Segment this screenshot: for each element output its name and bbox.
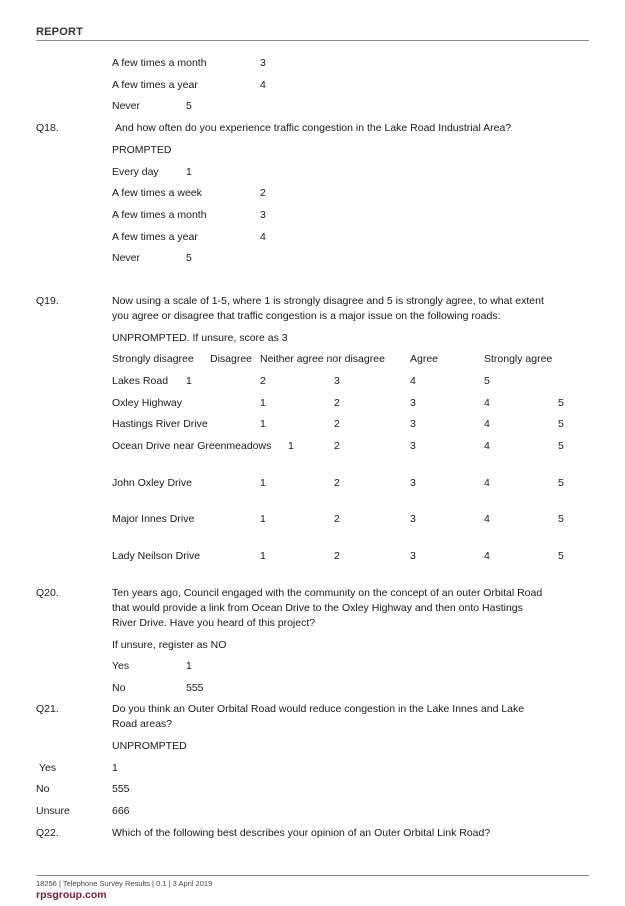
rating-code: 5 xyxy=(558,440,564,452)
rating-code: 2 xyxy=(334,550,340,562)
report-header: REPORT xyxy=(36,26,84,38)
rating-code: 3 xyxy=(410,513,416,525)
q21-question-text-line2: Road areas? xyxy=(112,718,173,730)
rating-code: 4 xyxy=(484,513,490,525)
q18-option-code: 2 xyxy=(260,187,266,199)
header-divider xyxy=(36,40,589,41)
rating-code: 5 xyxy=(558,418,564,430)
q20-option-code: 555 xyxy=(186,682,204,694)
q21-option-code: 666 xyxy=(112,805,130,817)
footer-divider xyxy=(36,875,589,876)
road-name: Lady Neilson Drive xyxy=(112,550,201,562)
rating-code: 3 xyxy=(410,550,416,562)
rating-code: 1 xyxy=(260,550,266,562)
scale-header-disagree: Disagree xyxy=(210,353,253,365)
rating-code: 5 xyxy=(484,375,490,387)
q17-option-code: 4 xyxy=(260,79,266,91)
rating-code: 2 xyxy=(334,397,340,409)
rating-code: 3 xyxy=(334,375,340,387)
rating-code: 3 xyxy=(410,440,416,452)
rating-code: 4 xyxy=(484,440,490,452)
rating-code: 2 xyxy=(334,513,340,525)
q21-question-text-line1: Do you think an Outer Orbital Road would reduce congestion in the Lake Innes and Lake xyxy=(112,703,525,715)
rating-code: 1 xyxy=(288,440,294,452)
q22-question-text: Which of the following best describes your opinion of an Outer Orbital Link Road? xyxy=(112,827,491,839)
rating-code: 3 xyxy=(410,397,416,409)
rating-code: 4 xyxy=(484,418,490,430)
scale-header-agree: Agree xyxy=(410,353,439,365)
q18-instruction: PROMPTED xyxy=(112,144,172,156)
q18-option-code: 4 xyxy=(260,231,266,243)
q17-option-label: A few times a year xyxy=(112,79,198,91)
q18-option-code: 5 xyxy=(186,252,192,264)
q19-instruction: UNPROMPTED. If unsure, score as 3 xyxy=(112,332,288,344)
road-name: John Oxley Drive xyxy=(112,477,192,489)
q17-option-code: 5 xyxy=(186,100,192,112)
road-name: Major Innes Drive xyxy=(112,513,195,525)
q17-option-code: 3 xyxy=(260,57,266,69)
rating-code: 1 xyxy=(260,513,266,525)
scale-header-neutral: Neither agree nor disagree xyxy=(260,353,385,365)
q18-option-code: 3 xyxy=(260,209,266,221)
road-name: Oxley Highway xyxy=(112,397,183,409)
q18-option-label: A few times a month xyxy=(112,209,207,221)
q18-option-label: Never xyxy=(112,252,141,264)
q20-number: Q20. xyxy=(36,587,59,599)
q20-option-label: No xyxy=(112,682,126,694)
road-name: Ocean Drive near Greenmeadows xyxy=(112,440,272,452)
q19-number: Q19. xyxy=(36,295,59,307)
rating-code: 3 xyxy=(410,418,416,430)
footer-website-link[interactable]: rpsgroup.com xyxy=(36,889,107,901)
rating-code: 1 xyxy=(260,397,266,409)
rating-code: 5 xyxy=(558,550,564,562)
scale-header-strongly-agree: Strongly agree xyxy=(484,353,553,365)
q20-question-text-line1: Ten years ago, Council engaged with the community on the concept of an outer Orbital Road xyxy=(112,587,543,599)
q18-number: Q18. xyxy=(36,122,59,134)
q20-instruction: If unsure, register as NO xyxy=(112,639,227,651)
q18-option-label: A few times a week xyxy=(112,187,202,199)
rating-code: 4 xyxy=(484,477,490,489)
rating-code: 1 xyxy=(260,477,266,489)
q21-number: Q21. xyxy=(36,703,59,715)
q21-option-code: 555 xyxy=(112,783,130,795)
rating-code: 5 xyxy=(558,397,564,409)
rating-code: 2 xyxy=(260,375,266,387)
road-name: Lakes Road xyxy=(112,375,169,387)
road-name: Hastings River Drive xyxy=(112,418,208,430)
q21-option-code: 1 xyxy=(112,762,118,774)
scale-header-strongly-disagree: Strongly disagree xyxy=(112,353,194,365)
q21-option-label: No xyxy=(36,783,50,795)
rating-code: 2 xyxy=(334,440,340,452)
q21-option-label: Yes xyxy=(39,762,57,774)
rating-code: 2 xyxy=(334,477,340,489)
rating-code: 2 xyxy=(334,418,340,430)
q21-instruction: UNPROMPTED xyxy=(112,740,187,752)
q20-option-code: 1 xyxy=(186,660,192,672)
q18-question-text: And how often do you experience traffic congestion in the Lake Road Industrial Area? xyxy=(115,122,512,134)
rating-code: 4 xyxy=(484,550,490,562)
q20-question-text-line2: that would provide a link from Ocean Drive to the Oxley Highway and then onto Hastings xyxy=(112,602,523,614)
q17-option-label: A few times a month xyxy=(112,57,207,69)
rating-code: 5 xyxy=(558,477,564,489)
rating-code: 3 xyxy=(410,477,416,489)
q22-number: Q22. xyxy=(36,827,59,839)
q19-question-text-line2: you agree or disagree that traffic congestion is a major issue on the following roads: xyxy=(112,310,501,322)
q21-option-label: Unsure xyxy=(36,805,70,817)
rating-code: 4 xyxy=(410,375,416,387)
q18-option-code: 1 xyxy=(186,166,192,178)
rating-code: 4 xyxy=(484,397,490,409)
rating-code: 5 xyxy=(558,513,564,525)
q18-option-label: Every day xyxy=(112,166,159,178)
footer-doc-ref: 18256 | Telephone Survey Results | 0.1 | 3 April 2019 xyxy=(36,879,213,888)
q18-option-label: A few times a year xyxy=(112,231,198,243)
q19-question-text-line1: Now using a scale of 1-5, where 1 is strongly disagree and 5 is strongly agree, to what extent xyxy=(112,295,544,307)
rating-code: 1 xyxy=(260,418,266,430)
q17-option-label: Never xyxy=(112,100,141,112)
q20-question-text-line3: River Drive. Have you heard of this project? xyxy=(112,617,316,629)
rating-code: 1 xyxy=(186,375,192,387)
q20-option-label: Yes xyxy=(112,660,130,672)
